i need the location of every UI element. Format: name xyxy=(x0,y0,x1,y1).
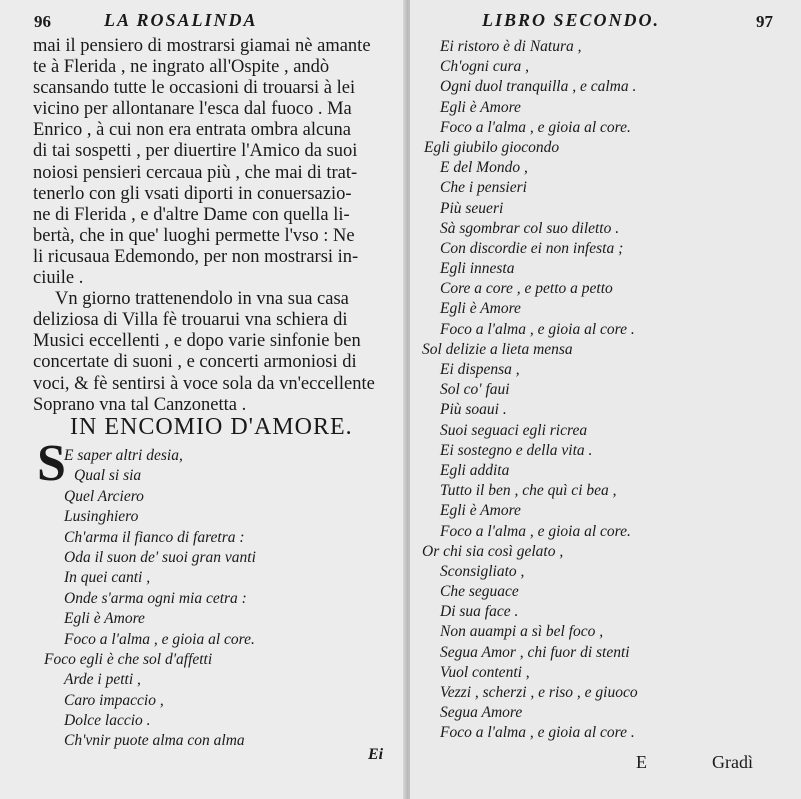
verse-line: Foco a l'alma , e gioia al core. xyxy=(64,630,255,648)
verse-line: Sconsigliato , xyxy=(440,562,525,580)
verse-line: E saper altri desia, xyxy=(64,447,183,464)
verse-line: Egli è Amore xyxy=(440,300,521,318)
verse-line: Sol co' faui xyxy=(440,381,510,399)
right-page-number: 97 xyxy=(756,12,773,31)
verse-line: Suoi seguaci egli ricrea xyxy=(440,421,588,439)
verse-line: Segua Amor , chi fuor di stenti xyxy=(440,643,630,661)
left-page-number: 96 xyxy=(34,12,51,31)
prose-line: voci, & fè sentirsi à voce sola da vn'eccellente xyxy=(33,373,375,394)
section-title: IN ENCOMIO D'AMORE. xyxy=(70,414,353,440)
verse-line: Egli è Amore xyxy=(440,98,521,116)
verse-line: Ch'ogni cura , xyxy=(440,58,529,76)
prose-line: Soprano vna tal Canzonetta . xyxy=(33,394,247,415)
verse-line: Ei ristoro è di Natura , xyxy=(440,38,582,55)
prose-line: scansando tutte le occasioni di trouarsi à lei xyxy=(33,78,356,99)
prose-line: concertate di suoni , e concerti armoniosi di xyxy=(33,352,357,373)
verse-line: Or chi sia così gelato , xyxy=(422,542,564,560)
prose-line: Enrico , à cui non era entrata ombra alcuna xyxy=(33,120,351,141)
verse-line: Egli è Amore xyxy=(440,502,521,520)
verse-line: Tutto il ben , che quì ci bea , xyxy=(440,482,617,500)
verse-line: Che seguace xyxy=(440,583,519,601)
prose-line: li ricusaua Edemondo, per non mostrarsi in- xyxy=(33,246,359,267)
prose-line: ne di Flerida , e d'altre Dame con quella li- xyxy=(33,204,350,225)
verse-line: Onde s'arma ogni mia cetra : xyxy=(64,589,247,607)
verse-line: Quel Arciero xyxy=(64,487,144,505)
verse-line: Foco egli è che sol d'affetti xyxy=(44,650,213,668)
verse-line: Più soaui . xyxy=(440,401,507,419)
prose-line: tenerlo con gli vsati diporti in conuersazio- xyxy=(33,183,352,204)
right-page xyxy=(410,0,801,799)
verse-line: Egli addita xyxy=(440,461,510,479)
verse-line: Che i pensieri xyxy=(440,179,527,197)
left-catchword: Ei xyxy=(368,746,384,763)
prose-line: bertà, che in que' luoghi permette l'vso : Ne xyxy=(33,225,355,246)
prose-line: te à Flerida , ne ingrato all'Ospite , andò xyxy=(33,57,330,78)
verse-line: Arde i petti , xyxy=(64,671,141,689)
verse-line: E del Mondo , xyxy=(440,159,528,177)
verse-line: Sà sgombrar col suo diletto . xyxy=(440,219,620,237)
prose-line: Musici eccellenti , e dopo varie sinfonie ben xyxy=(33,331,361,352)
right-catchword: Gradì xyxy=(712,752,753,772)
verse-line: Egli è Amore xyxy=(64,610,145,628)
verse-line: Sol delizie a lieta mensa xyxy=(422,340,573,358)
verse-line: Con discordie ei non infesta ; xyxy=(440,239,624,257)
verse-line: Egli innesta xyxy=(440,260,515,278)
verse-line: Vuol contenti , xyxy=(440,663,530,681)
verse-line: Ei dispensa , xyxy=(440,361,520,378)
verse-line: Oda il suon de' suoi gran vanti xyxy=(64,548,256,566)
verse-line: Foco a l'alma , e gioia al core . xyxy=(440,724,635,742)
verse-line: Lusinghiero xyxy=(64,508,139,526)
right-catchword-letter: E xyxy=(636,752,647,772)
verse-line: Qual si sia xyxy=(74,467,142,485)
prose-line: ciuile . xyxy=(33,268,84,289)
verse-line: Vezzi , scherzi , e riso , e giuoco xyxy=(440,684,638,701)
prose-line: Vn giorno trattenendolo in vna sua casa xyxy=(55,289,349,310)
right-running-head: LIBRO SECONDO. xyxy=(482,10,661,30)
verse-line: Ch'vnir puote alma con alma xyxy=(64,732,245,750)
verse-line: Foco a l'alma , e gioia al core. xyxy=(440,522,631,540)
verse-line: Core a core , e petto a petto xyxy=(440,280,613,298)
left-prose xyxy=(33,36,398,416)
left-verse xyxy=(44,446,256,752)
verse-line: Ei sostegno e della vita . xyxy=(440,441,593,459)
verse-line: Più seueri xyxy=(440,199,504,217)
verse-line: Foco a l'alma , e gioia al core . xyxy=(440,320,635,338)
prose-line: deliziosa di Villa fè trouarui vna schiera di xyxy=(33,310,348,331)
prose-paragraph-2 xyxy=(33,289,398,416)
left-running-head: LA ROSALINDA xyxy=(104,10,258,30)
verse-line: Ch'arma il fianco di faretra : xyxy=(64,528,245,546)
drop-cap: S xyxy=(37,435,66,492)
verse-line: In quei canti , xyxy=(64,569,151,587)
prose-line: mai il pensiero di mostrarsi giamai nè amante xyxy=(33,36,371,56)
verse-line: Caro impaccio , xyxy=(64,691,164,709)
verse-line: Di sua face . xyxy=(440,603,519,621)
prose-paragraph-1 xyxy=(33,36,398,289)
verse-line: Egli giubilo giocondo xyxy=(424,138,560,156)
verse-line: Foco a l'alma , e gioia al core. xyxy=(440,118,631,136)
prose-line: vicino per allontanare l'esca dal fuoco . Ma xyxy=(33,99,352,120)
verse-line: Dolce laccio . xyxy=(64,712,151,730)
verse-line: Segua Amore xyxy=(440,704,523,722)
right-verse xyxy=(422,37,638,744)
verse-line: Non auampi a sì bel foco , xyxy=(440,623,604,641)
prose-line: noiosi pensieri cercaua più , che mai di trat- xyxy=(33,162,358,183)
verse-line: Ogni duol tranquilla , e calma . xyxy=(440,78,637,96)
prose-line: di tai sospetti , per diuertire l'Amico da suoi xyxy=(33,141,358,162)
